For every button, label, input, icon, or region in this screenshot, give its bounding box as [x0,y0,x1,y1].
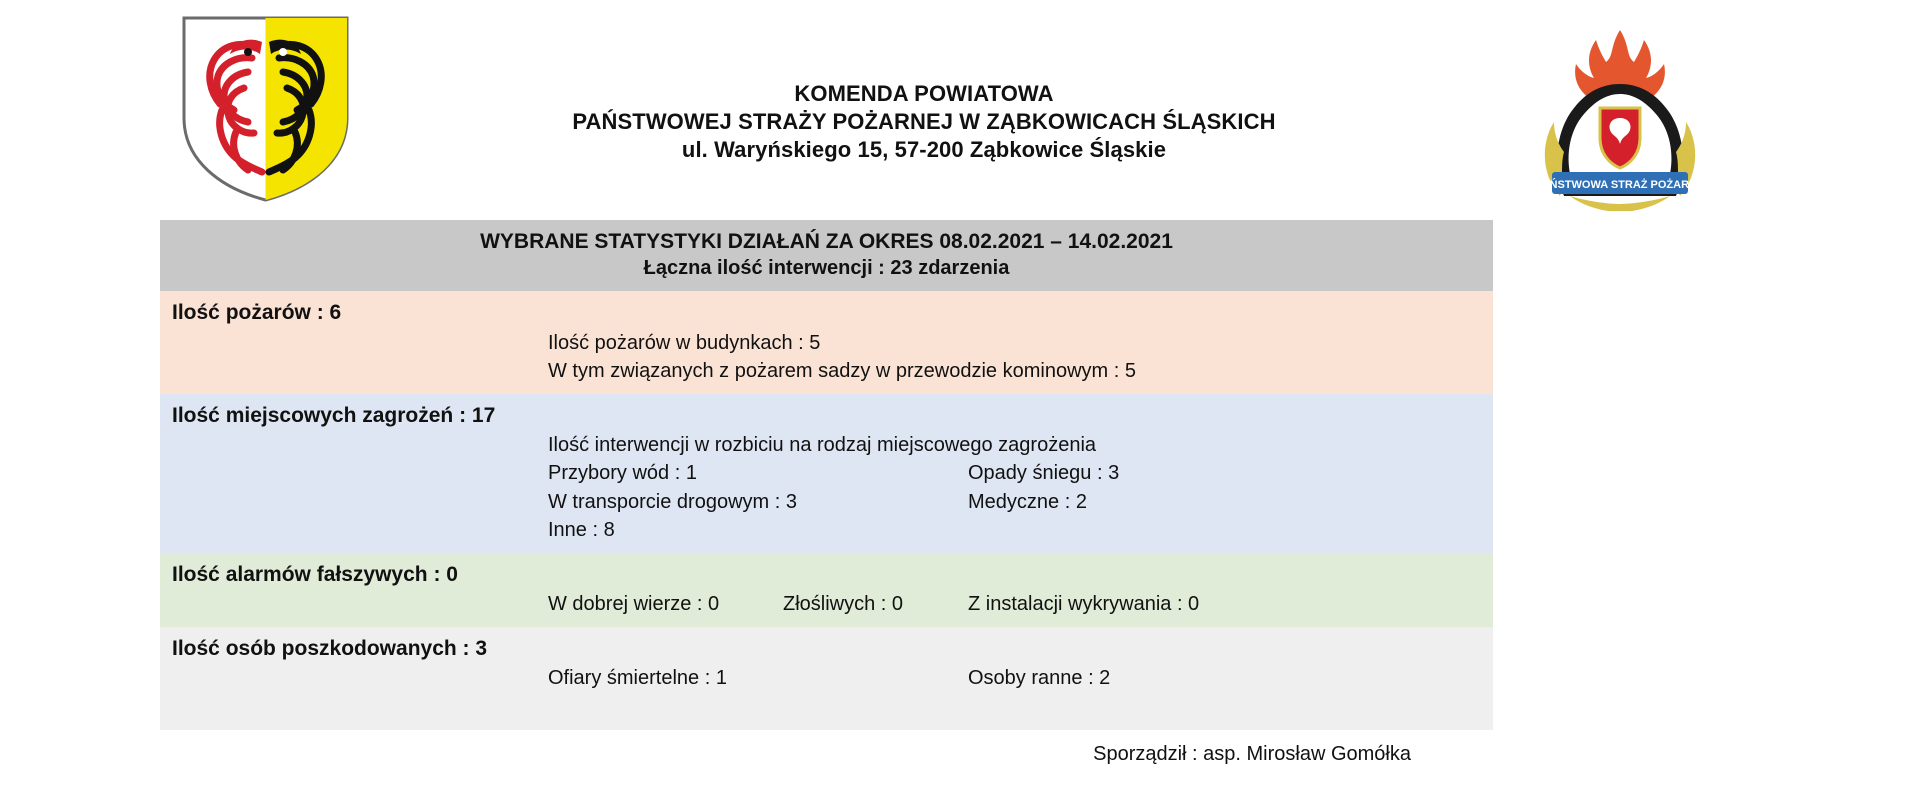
local-threats-snowfall: Opady śniegu : 3 [968,462,1120,485]
panstwowa-straz-pozarna-logo-icon [1530,14,1730,216]
victims-fatalities: Ofiary śmiertelne : 1 [548,667,727,690]
false-alarms-good-faith: W dobrej wierze : 0 [548,593,720,616]
banner-total: Łączna ilość interwencji : 23 zdarzenia [643,257,1010,280]
false-alarms-detection-system: Z instalacji wykrywania : 0 [968,593,1200,616]
victims-injured: Osoby ranne : 2 [968,667,1111,690]
fires-chimney-soot: W tym związanych z pożarem sadzy w przewodzie kominowym : 5 [548,360,1136,383]
section-fires-heading: Ilość pożarów : 6 [172,301,342,325]
statistics-table [160,220,1493,730]
false-alarms-row [548,590,1485,618]
local-threats-other: Inne : 8 [548,519,615,542]
local-threats-medical: Medyczne : 2 [968,490,1087,513]
local-threats-row-1 [548,459,1485,487]
victims-row [548,664,1485,692]
document-footer [160,730,1493,767]
section-victims-heading: Ilość osób poszkodowanych : 3 [172,636,488,660]
false-alarms-malicious: Złośliwych : 0 [783,593,904,616]
section-local-threats [160,394,1493,553]
document-header [0,0,1920,220]
section-fires [160,291,1493,393]
local-threats-road-transport: W transporcie drogowym : 3 [548,490,797,513]
banner-period: WYBRANE STATYSTYKI DZIAŁAŃ ZA OKRES 08.02.2021 – 14.02.2021 [480,230,1173,253]
section-victims-body [160,664,1493,722]
page-title [318,14,1530,164]
local-threats-water: Przybory wód : 1 [548,462,697,485]
local-threats-intro: Ilość interwencji w rozbiciu na rodzaj miejscowego zagrożenia [548,434,1097,457]
title-line-3: ul. Waryńskiego 15, 57-200 Ząbkowice Śląskie [681,136,1167,162]
section-victims [160,627,1493,731]
section-false-alarms-heading: Ilość alarmów fałszywych : 0 [172,562,458,586]
local-threats-row-2 [548,488,1485,516]
logo-banner-text: PAŃSTWOWA STRAŻ POŻARNA [1535,179,1705,191]
footer-author: Sporządził : asp. Mirosław Gomółka [1093,743,1411,766]
section-local-threats-body [160,431,1493,545]
section-false-alarms-body [160,590,1493,618]
fires-in-buildings: Ilość pożarów w budynkach : 5 [548,331,821,354]
title-line-2: PAŃSTWOWEJ STRAŻY POŻARNEJ W ZĄBKOWICACH ŚLĄSKICH [572,108,1276,134]
title-line-1: KOMENDA POWIATOWA [794,81,1054,106]
section-local-threats-heading: Ilość miejscowych zagrożeń : 17 [172,403,496,427]
table-banner [160,220,1493,291]
section-fires-body [160,329,1493,386]
section-false-alarms [160,553,1493,627]
